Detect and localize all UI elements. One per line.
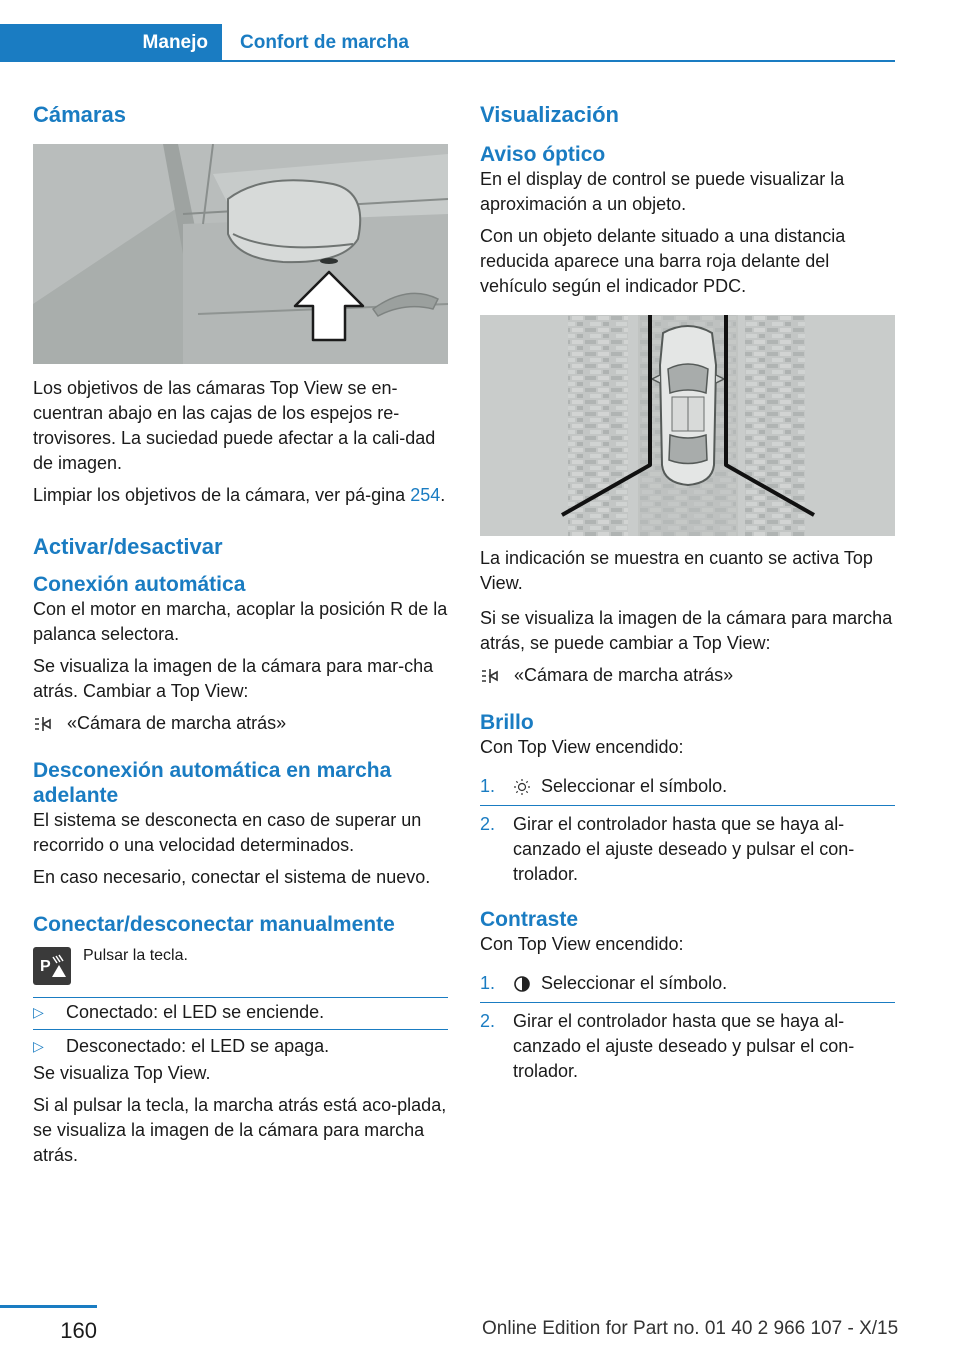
camera-menu-label: «Cámara de marcha atrás» xyxy=(514,665,734,685)
svg-text:P: P xyxy=(40,958,51,975)
step-number: 2. xyxy=(480,1011,496,1031)
mirror-camera-illustration xyxy=(33,144,448,364)
list-item xyxy=(480,1002,895,1084)
brillo-steps xyxy=(480,774,895,887)
camera-menu-item-left xyxy=(33,711,448,736)
brillo-step-1: Seleccionar el símbolo. xyxy=(541,776,728,796)
paragraph-reconnect: En caso necesario, conectar el sistema de nuevo. xyxy=(33,867,431,887)
paragraph-display-topview: La indicación se muestra en cuanto se activa Top View. xyxy=(480,548,873,593)
press-button-text: Pulsar la tecla. xyxy=(83,947,188,964)
rear-camera-icon xyxy=(480,663,514,688)
top-view-display-illustration xyxy=(480,315,895,536)
camera-menu-label: «Cámara de marcha atrás» xyxy=(67,713,287,733)
triangle-bullet-icon: ▷ xyxy=(33,1038,44,1054)
heading-conexion-automatica: Conexión automática xyxy=(33,573,246,596)
list-item xyxy=(480,774,895,805)
footer-rule xyxy=(0,1305,97,1308)
header-section: Manejo xyxy=(142,32,208,53)
step-number: 1. xyxy=(480,776,496,796)
paragraph-reverse-engaged: Si al pulsar la tecla, la marcha atrás está aco‐plada, se visualiza la imagen de la cámara para marcha atrás. xyxy=(33,1095,447,1165)
camera-menu-item-right xyxy=(480,663,895,688)
button-instruction xyxy=(33,947,448,985)
paragraph-camera-lenses: Los objetivos de las cámaras Top View se en‐cuentran abajo en las cajas de los espejos re‐trovisores. La suciedad puede afectar a la cali‐dad de imagen. xyxy=(33,378,436,473)
paragraph-red-bar: Con un objeto delante situado a una distancia reducida aparece una barra roja delante del vehículo según el indicador PDC. xyxy=(480,226,846,296)
top-view-drawing xyxy=(480,315,895,536)
page-header xyxy=(0,0,960,64)
pdc-button-icon xyxy=(33,947,71,985)
paragraph-motor-marcha: Con el motor en marcha, acoplar la posición R de la palanca selectora. xyxy=(33,599,448,644)
rear-camera-icon xyxy=(33,711,67,736)
step-number: 1. xyxy=(480,973,496,993)
contraste-steps xyxy=(480,971,895,1084)
list-item xyxy=(33,1029,448,1059)
list-item xyxy=(33,997,448,1029)
paragraph-display-approach: En el display de control se puede visualizar la aproximación a un objeto. xyxy=(480,169,845,214)
clean-lenses-end: . xyxy=(440,485,446,505)
heading-visualizacion: Visualización xyxy=(480,102,619,127)
list-item xyxy=(480,971,895,1002)
step-number: 2. xyxy=(480,814,496,834)
heading-desconexion: Desconexión automática en marcha adelante xyxy=(33,759,392,807)
right-column xyxy=(480,100,895,1084)
bullet-text-off: Desconectado: el LED se apaga. xyxy=(66,1036,330,1056)
heading-activar: Activar/desactivar xyxy=(33,534,223,559)
heading-contraste: Contraste xyxy=(480,908,579,931)
contraste-step-2: Girar el controlador hasta que se haya al‐canzado el ajuste deseado y pulsar el con‐trolador. xyxy=(513,1011,855,1081)
heading-manual: Conectar/desconectar manualmente xyxy=(33,913,395,936)
paragraph-topview-shown: Se visualiza Top View. xyxy=(33,1063,211,1083)
mirror-camera-drawing xyxy=(33,144,448,364)
clean-lenses-text: Limpiar los objetivos de la cámara, ver pá‐gina xyxy=(33,485,411,505)
paragraph-clean-lenses xyxy=(33,483,448,508)
page-link-254[interactable]: 254 xyxy=(410,485,441,505)
brillo-step-2: Girar el controlador hasta que se haya al‐canzado el ajuste deseado y pulsar el con‐trolador. xyxy=(513,814,855,884)
page-number: 160 xyxy=(60,1318,97,1343)
paragraph-switch-topview: Si se visualiza la imagen de la cámara para marcha atrás, se puede cambiar a Top View: xyxy=(480,608,893,653)
contraste-step-1: Seleccionar el símbolo. xyxy=(541,973,728,993)
triangle-bullet-icon: ▷ xyxy=(33,1004,44,1020)
led-status-list xyxy=(33,997,448,1059)
contrast-icon xyxy=(513,971,541,996)
left-column xyxy=(33,100,448,1168)
bullet-text-on: Conectado: el LED se enciende. xyxy=(66,1002,325,1022)
list-item xyxy=(480,805,895,887)
heading-camaras: Cámaras xyxy=(33,102,126,127)
paragraph-contraste-on: Con Top View encendido: xyxy=(480,934,684,954)
footer-edition: Online Edition for Part no. 01 40 2 966 107 - X/15 xyxy=(482,1318,899,1339)
paragraph-rear-camera-image: Se visualiza la imagen de la cámara para mar‐cha atrás. Cambiar a Top View: xyxy=(33,656,434,701)
paragraph-brillo-on: Con Top View encendido: xyxy=(480,737,684,757)
header-subsection: Confort de marcha xyxy=(240,32,409,53)
paragraph-system-off: El sistema se desconecta en caso de superar un recorrido o una velocidad determinados. xyxy=(33,810,422,855)
heading-aviso-optico: Aviso óptico xyxy=(480,143,606,166)
heading-brillo: Brillo xyxy=(480,711,534,734)
brightness-icon xyxy=(513,774,541,799)
